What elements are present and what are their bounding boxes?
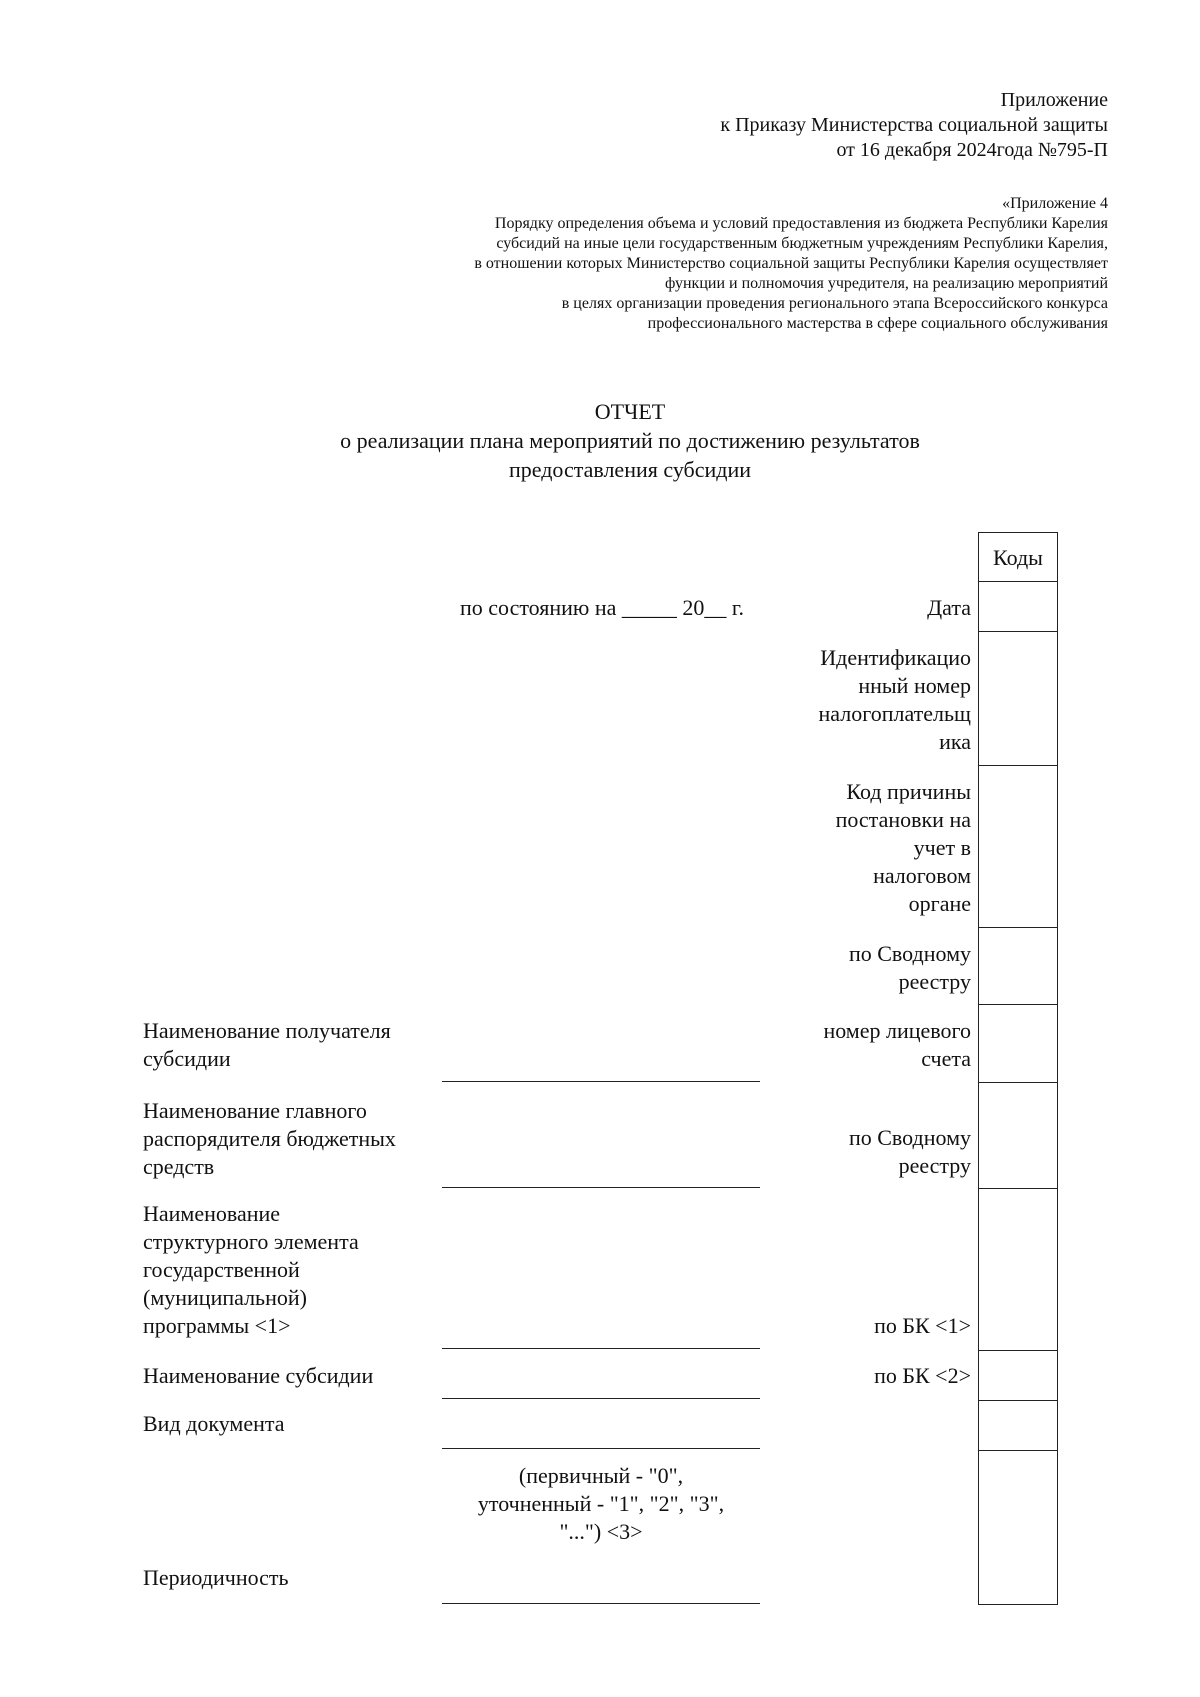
codes-divider [978,1350,1058,1351]
subsidy-field-line[interactable] [442,1398,760,1399]
codes-divider [978,1082,1058,1083]
label-doc-type: Вид документа [143,1411,285,1436]
label-program-line: программы <1> [143,1313,291,1338]
label-reestr-line: по Сводному [848,941,971,966]
doc-type-note-line: "...") <3> [559,1519,643,1544]
appendix-4-line: профессионального мастерства в сфере социального обслуживания [647,315,1108,332]
label-recipient-line: субсидии [143,1046,231,1071]
label-recipient-line: Наименование получателя [143,1018,391,1043]
label-inn-line: налогоплательщ [818,701,971,726]
label-kpp-line: постановки на [835,807,971,832]
label-recipient [143,1017,391,1073]
appendix-4-line: в отношении которых Министерство социальной защиты Республики Карелия осуществляет [474,255,1108,272]
label-manager-line: Наименование главного [143,1098,367,1123]
label-kpp [796,778,971,918]
label-kpp-line: органе [908,891,971,916]
label-manager [143,1097,396,1181]
label-kpp-line: учет в [913,835,971,860]
label-account [796,1017,971,1073]
label-reestr-line: реестру [898,969,971,994]
report-title-line: предоставления субсидии [508,457,752,482]
doc-type-note [442,1462,760,1546]
label-kpp-line: налоговом [873,863,971,888]
label-program-line: (муниципальной) [143,1285,307,1310]
appendix-4-line: Порядку определения объема и условий предоставления из бюджета Республики Карелия [494,215,1108,232]
label-reestr-2 [796,1124,971,1180]
as-of-date: по состоянию на _____ 20__ г. [460,595,744,620]
report-title-main: ОТЧЕТ [594,399,666,424]
report-title [0,397,1200,484]
manager-field-line[interactable] [442,1187,760,1188]
codes-divider [978,581,1058,582]
label-periodicity: Периодичность [143,1565,289,1590]
periodicity-field-line[interactable] [442,1603,760,1604]
appendix-4-line: «Приложение 4 [1002,195,1108,212]
appendix-4-line: функции и полномочия учредителя, на реализацию мероприятий [665,275,1108,292]
label-inn [796,644,971,756]
appendix-header [720,88,1108,163]
label-bk-2: по БК <2> [874,1363,971,1388]
recipient-field-line[interactable] [442,1081,760,1082]
label-program-line: государственной [143,1257,300,1282]
appendix-4-line: субсидий на иные цели государственным бюджетным учреждениям Республики Карелия, [496,235,1108,252]
label-bk-1: по БК <1> [874,1313,971,1338]
label-manager-line: средств [143,1154,215,1179]
codes-divider [978,1400,1058,1401]
label-program-line: Наименование [143,1201,281,1226]
label-reestr-line: по Сводному [848,1125,971,1150]
codes-divider [978,765,1058,766]
label-date: Дата [927,595,971,620]
label-subsidy: Наименование субсидии [143,1363,374,1388]
codes-column [978,532,1058,1605]
label-reestr-line: реестру [898,1153,971,1178]
label-reestr-1 [796,940,971,996]
label-account-line: счета [921,1046,971,1071]
label-kpp-line: Код причины [846,779,971,804]
doc-type-field-line[interactable] [442,1448,760,1449]
appendix-header-line: к Приказу Министерства социальной защиты [720,114,1108,136]
codes-divider [978,1004,1058,1005]
label-manager-line: распорядителя бюджетных [143,1126,396,1151]
codes-divider [978,927,1058,928]
codes-divider [978,631,1058,632]
codes-divider [978,1188,1058,1189]
appendix-4-block [474,194,1108,334]
report-title-line: о реализации плана мероприятий по достижению результатов [340,428,920,453]
label-inn-line: ика [939,729,971,754]
label-account-line: номер лицевого [823,1018,971,1043]
appendix-header-line: Приложение [1000,89,1108,111]
appendix-header-line: от 16 декабря 2024года №795-П [836,139,1108,161]
program-field-line[interactable] [442,1348,760,1349]
doc-type-note-line: уточненный - "1", "2", "3", [477,1491,725,1516]
codes-divider [978,1450,1058,1451]
codes-header: Коды [993,545,1043,570]
label-inn-line: Идентификацио [820,645,971,670]
doc-type-note-line: (первичный - "0", [518,1463,684,1488]
label-program [143,1200,359,1340]
label-program-line: структурного элемента [143,1229,359,1254]
appendix-4-line: в целях организации проведения регионального этапа Всероссийского конкурса [561,295,1108,312]
label-inn-line: нный номер [858,673,971,698]
